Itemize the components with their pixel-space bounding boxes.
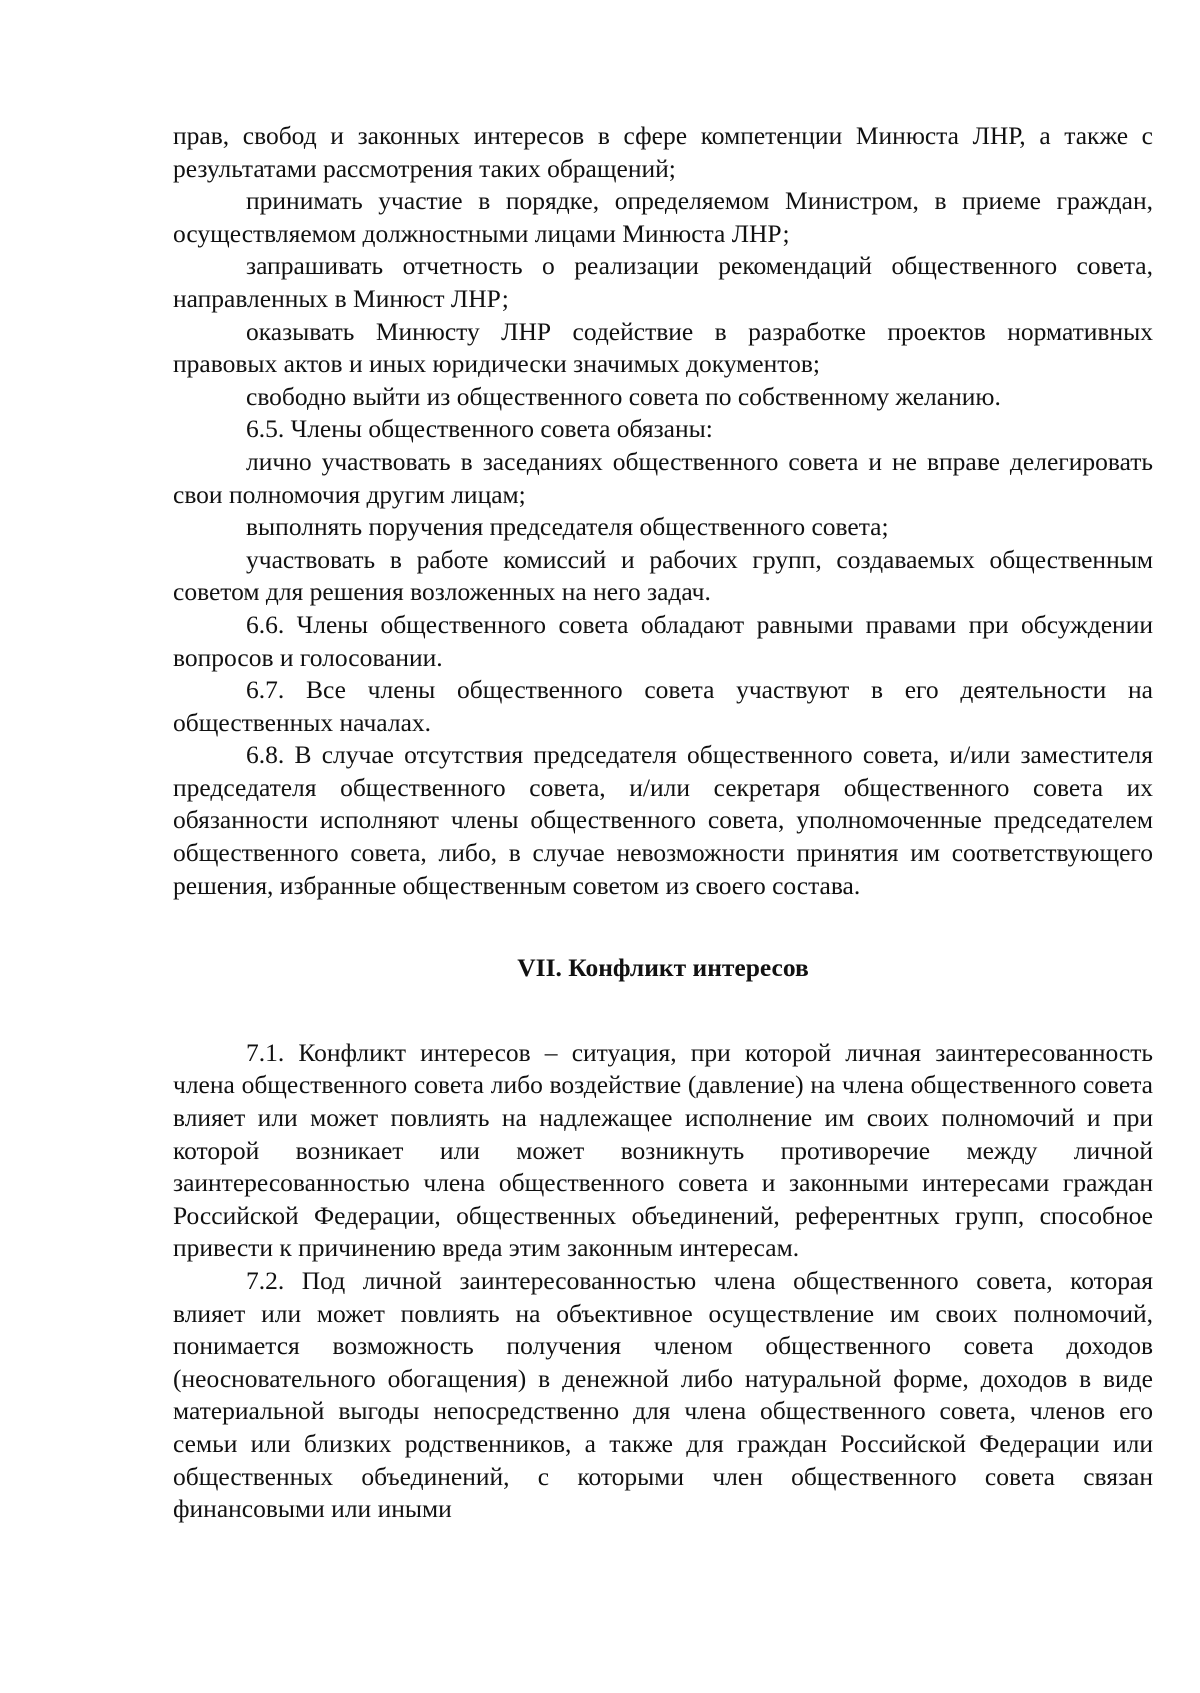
paragraph: 6.7. Все члены общественного совета участвуют в его деятельности на общественных началах. [173, 675, 1153, 737]
paragraph: оказывать Минюсту ЛНР содействие в разработке проектов нормативных правовых актов и иных юридически значимых документов; [173, 316, 1153, 379]
paragraph: лично участвовать в заседаниях общественного совета и не вправе делегировать свои полномочия другим лицам; [173, 446, 1153, 509]
section-heading: VII. Конфликт интересов [517, 953, 809, 983]
paragraph: 6.5. Члены общественного совета обязаны: [246, 414, 713, 444]
paragraph: 6.8. В случае отсутствия председателя общественного совета, и/или заместителя председателя общественного совета, и/или секретаря общественного совета их обязанности исполняют члены общественного совета, уполномоченные председателем общественного совета, либо, в случае невозможности принятия им соответствующего решения, избранные общественным советом из своего состава. [173, 740, 1153, 900]
paragraph: запрашивать отчетность о реализации рекомендаций общественного совета, направленных в Минюст ЛНР; [173, 251, 1153, 313]
paragraph: выполнять поручения председателя общественного совета; [246, 512, 889, 542]
paragraph: 7.2. Под личной заинтересованностью члена общественного совета, которая влияет или может повлиять на объективное осуществление им своих полномочий, понимается возможность получения членом общественного совета доходов (неосновательного обогащения) в денежной либо натуральной форме, доходов в виде материальной выгоды непосредственно для члена общественного совета, членов его семьи или близких родственников, а также для граждан Российской Федерации или общественных объединений, с которыми член общественного совета связан финансовыми или иными [173, 1266, 1153, 1524]
paragraph: участвовать в работе комиссий и рабочих групп, создаваемых общественным советом для решения возложенных на него задач. [173, 544, 1153, 607]
paragraph: 6.6. Члены общественного совета обладают равными правами при обсуждении вопросов и голосовании. [173, 609, 1153, 672]
paragraph: 7.1. Конфликт интересов – ситуация, при которой личная заинтересованность члена общественного совета либо воздействие (давление) на члена общественного совета влияет или может повлиять на надлежащее исполнение им своих полномочий и при которой возникает или может возникнуть противоречие между личной заинтересованностью члена общественного совета и законными интересами граждан Российской Федерации, общественных объединений, референтных групп, способное привести к причинению вреда этим законным интересам. [173, 1037, 1153, 1263]
paragraph: свободно выйти из общественного совета по собственному желанию. [246, 381, 1001, 411]
document-page [173, 120, 1153, 1526]
paragraph: принимать участие в порядке, определяемом Министром, в приеме граждан, осуществляемом должностными лицами Минюста ЛНР; [173, 186, 1153, 248]
paragraph: прав, свобод и законных интересов в сфере компетенции Минюста ЛНР, а также с результатами рассмотрения таких обращений; [173, 121, 1153, 183]
